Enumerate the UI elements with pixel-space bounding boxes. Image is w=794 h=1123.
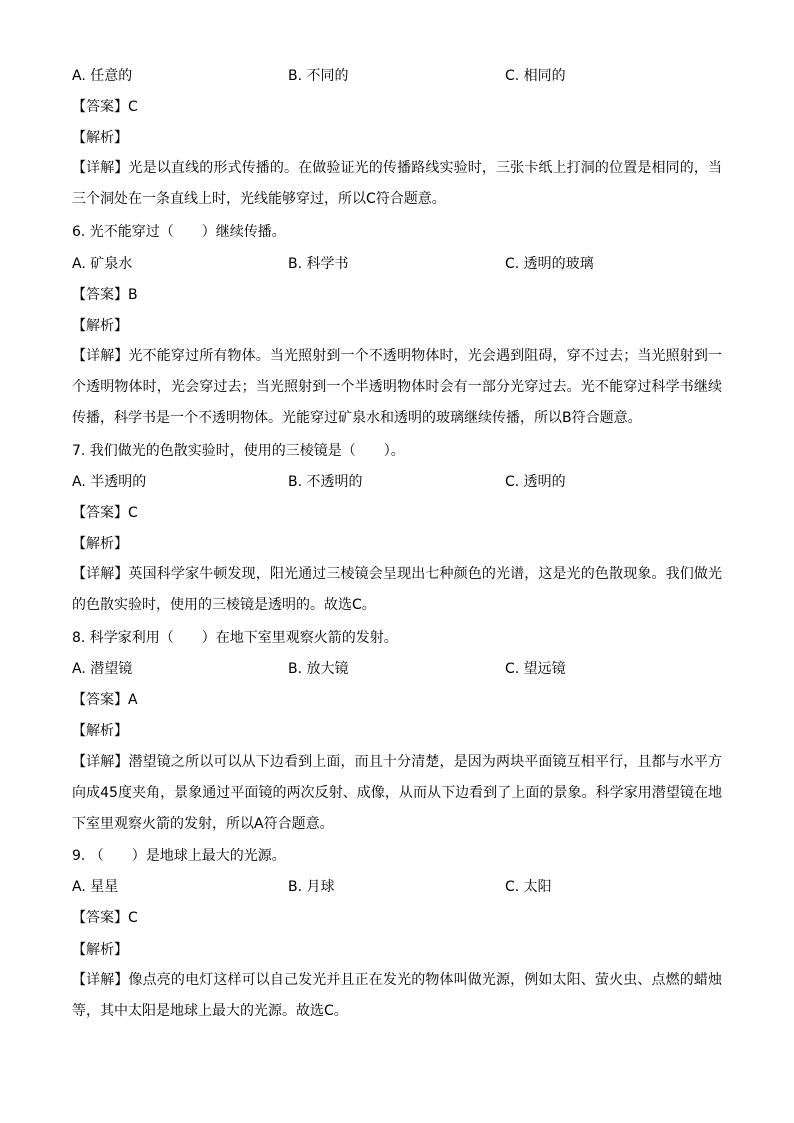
q5-answer: 【答案】C <box>72 99 138 115</box>
q8-analysis: 【解析】 <box>72 723 128 739</box>
q8-question: 8. 科学家利用（ ）在地下室里观察火箭的发射。 <box>72 630 398 646</box>
q9-option-a: A. 星星 <box>72 879 119 895</box>
q6-answer: 【答案】B <box>72 287 138 303</box>
q5-option-a: A. 任意的 <box>72 68 133 84</box>
q7-option-b: B. 不透明的 <box>288 474 363 490</box>
q9-answer: 【答案】C <box>72 910 138 926</box>
q9-question: 9. （ ）是地球上最大的光源。 <box>72 848 286 864</box>
q7-options <box>72 471 722 493</box>
q6-detail: 【详解】光不能穿过所有物体。当光照射到一个不透明物体时，光会遇到阻碍，穿不过去；当光照射到一个透明物体时，光会穿过去；当光照射到一个半透明物体时会有一部分光穿过去。光不能穿过科学书继续传播，科学书是一个不透明物体。光能穿过矿泉水和透明的玻璃继续传播，所以B符合题意。 <box>72 348 722 426</box>
q6-analysis: 【解析】 <box>72 318 128 334</box>
q8-option-b: B. 放大镜 <box>288 661 349 677</box>
q9-option-c: C. 太阳 <box>505 879 552 895</box>
q5-detail: 【详解】光是以直线的形式传播的。在做验证光的传播路线实验时，三张卡纸上打洞的位置是相同的，当三个洞处在一条直线上时，光线能够穿过，所以C符合题意。 <box>72 160 722 207</box>
q9-detail: 【详解】像点亮的电灯这样可以自己发光并且正在发光的物体叫做光源，例如太阳、萤火虫、点燃的蜡烛等，其中太阳是地球上最大的光源。故选C。 <box>72 972 722 1019</box>
q6-option-b: B. 科学书 <box>288 256 349 272</box>
q7-detail: 【详解】英国科学家牛顿发现，阳光通过三棱镜会呈现出七种颜色的光谱，这是光的色散现象。我们做光的色散实验时，使用的三棱镜是透明的。故选C。 <box>72 566 722 613</box>
q8-option-a: A. 潜望镜 <box>72 661 133 677</box>
q8-option-c: C. 望远镜 <box>505 661 566 677</box>
q7-analysis: 【解析】 <box>72 536 128 552</box>
q7-option-a: A. 半透明的 <box>72 474 147 490</box>
q5-option-b: B. 不同的 <box>288 68 349 84</box>
q6-options <box>72 253 722 275</box>
q5-option-c: C. 相同的 <box>505 68 566 84</box>
q7-answer: 【答案】C <box>72 505 138 521</box>
q6-option-c: C. 透明的玻璃 <box>505 256 594 272</box>
q8-answer: 【答案】A <box>72 692 138 708</box>
q5-analysis: 【解析】 <box>72 130 128 146</box>
q8-detail: 【详解】潜望镜之所以可以从下边看到上面，而且十分清楚，是因为两块平面镜互相平行，且都与水平方向成45度夹角，景象通过平面镜的两次反射、成像，从而从下边看到了上面的景象。科学家用潜望镜在地下室里观察火箭的发射，所以A符合题意。 <box>72 754 722 832</box>
q5-options <box>72 65 722 87</box>
q7-question: 7. 我们做光的色散实验时，使用的三棱镜是（ ）。 <box>72 443 405 459</box>
q6-option-a: A. 矿泉水 <box>72 256 133 272</box>
q6-question: 6. 光不能穿过（ ）继续传播。 <box>72 224 286 240</box>
q9-analysis: 【解析】 <box>72 942 128 958</box>
q7-option-c: C. 透明的 <box>505 474 566 490</box>
q9-option-b: B. 月球 <box>288 879 335 895</box>
q9-options <box>72 876 722 898</box>
q8-options <box>72 658 722 680</box>
